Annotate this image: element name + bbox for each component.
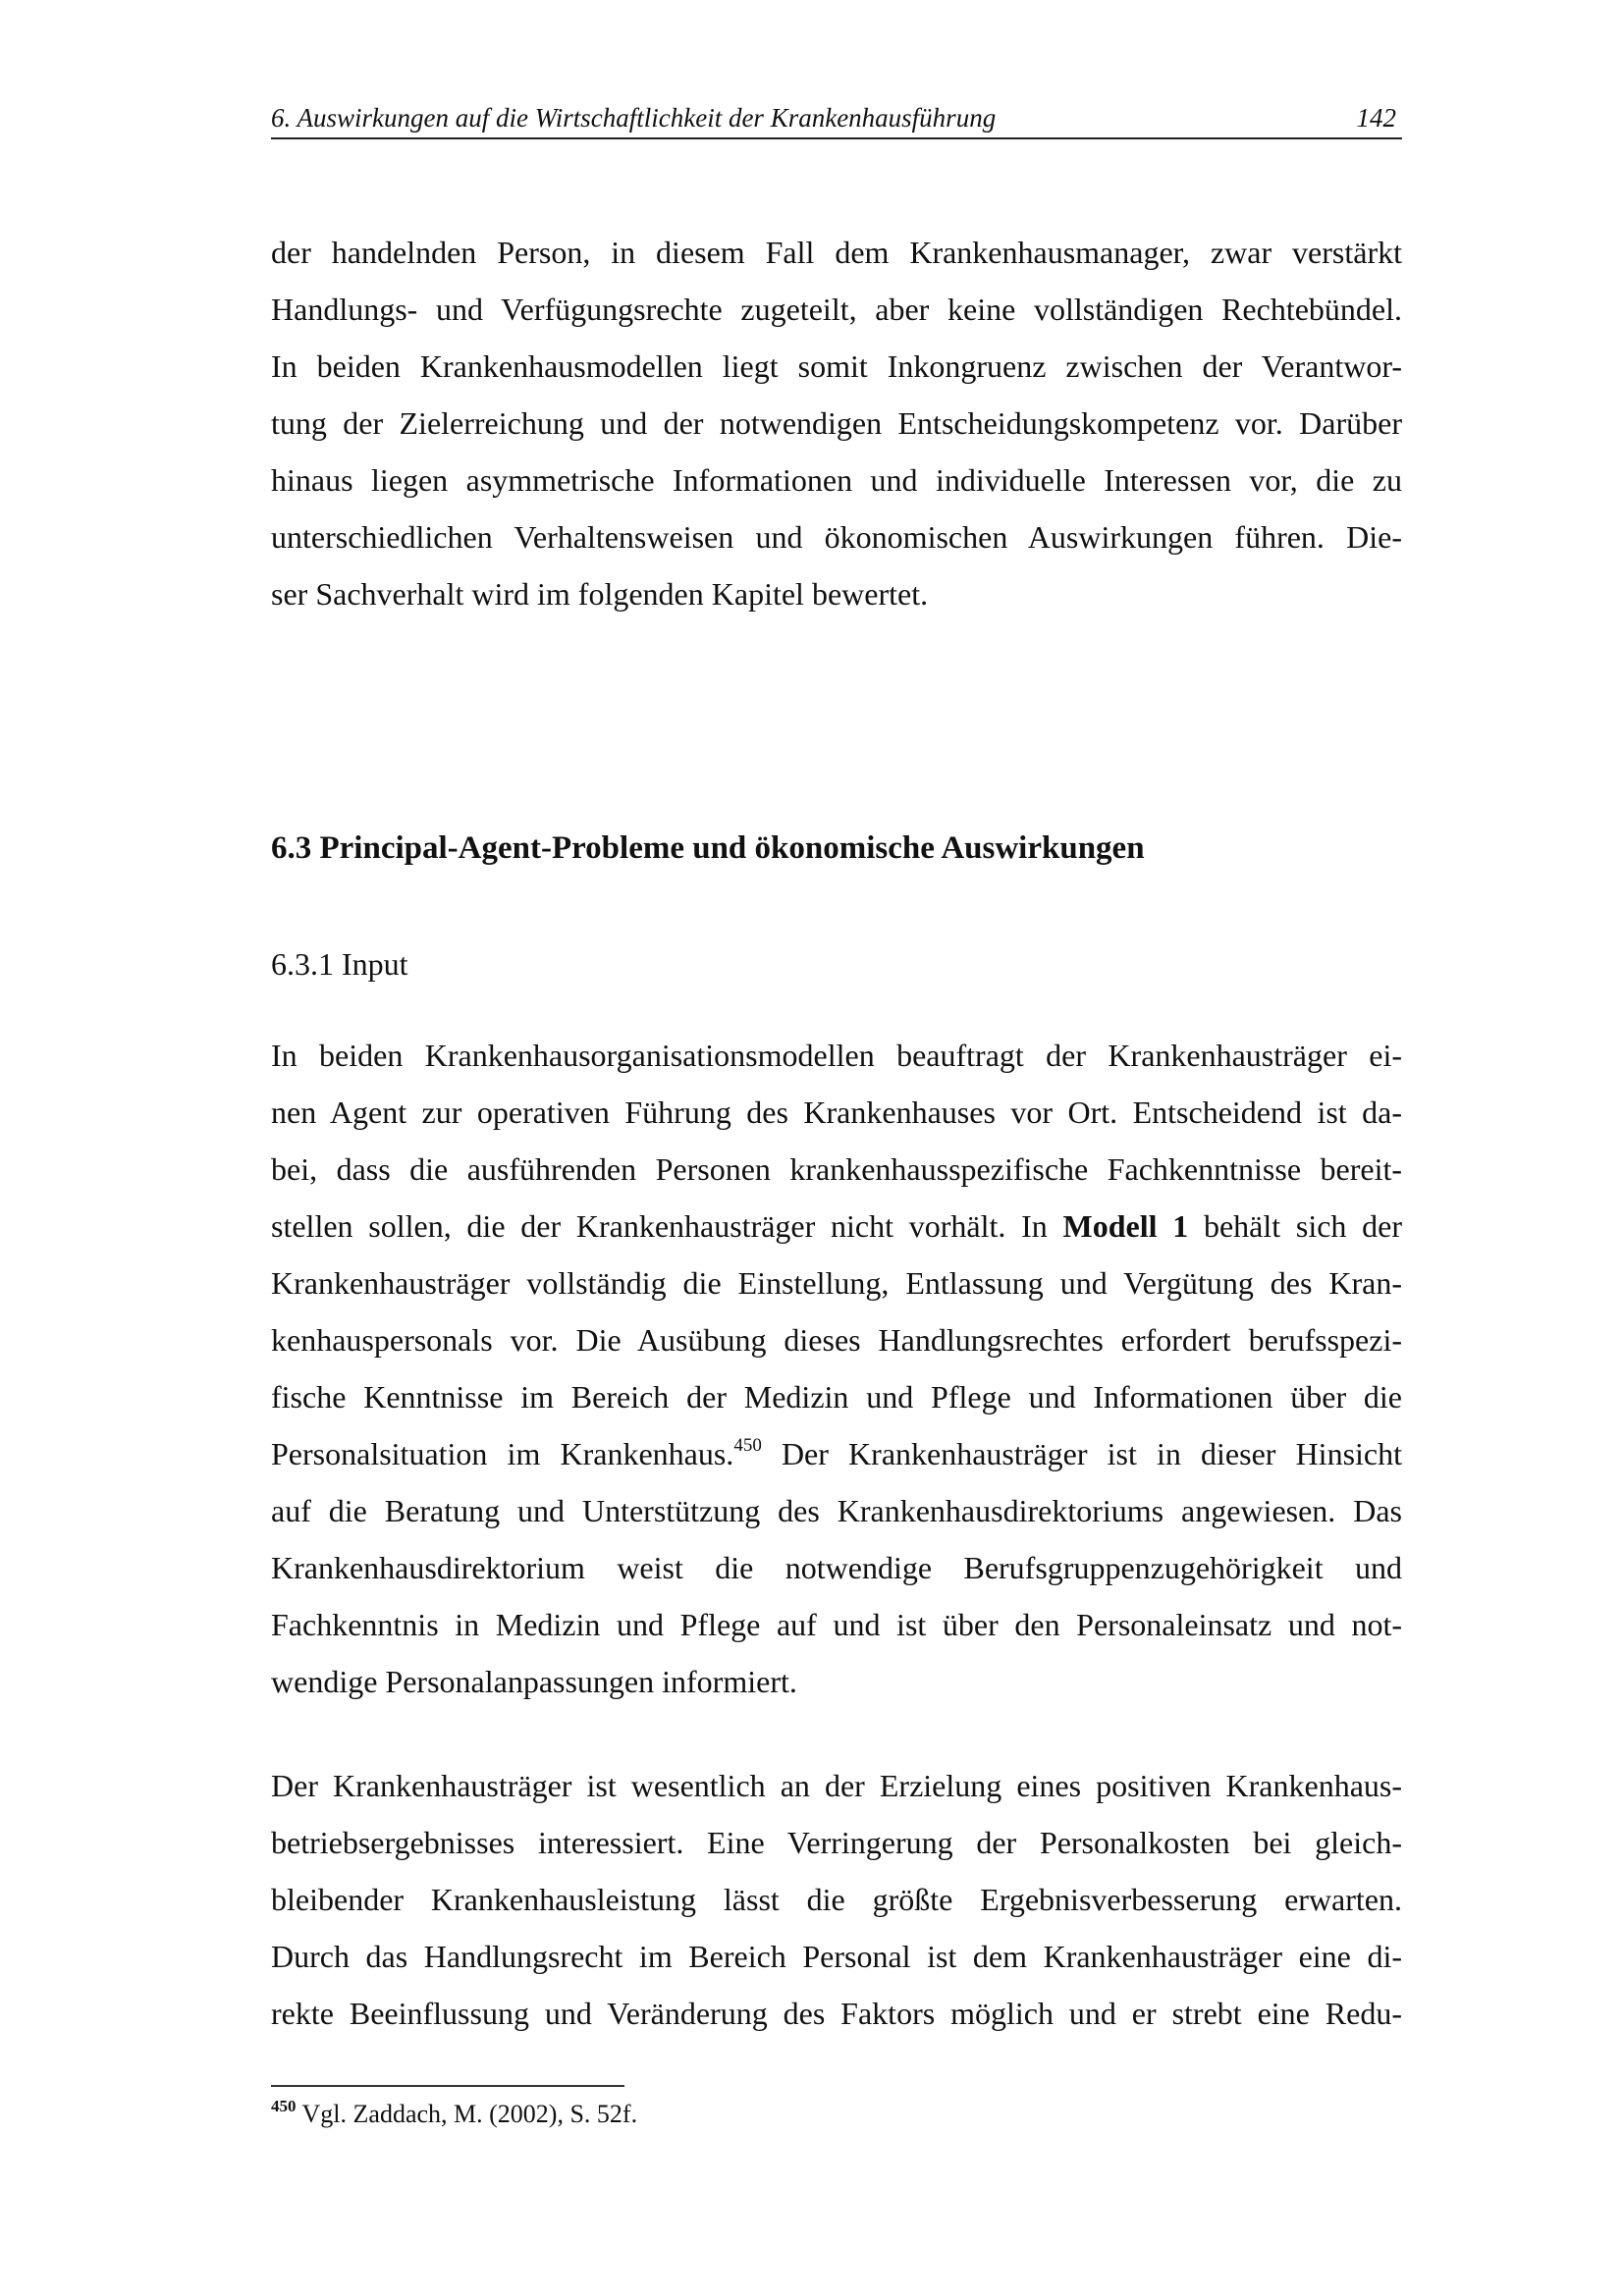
footnote-separator bbox=[271, 2085, 624, 2087]
text-line: hinaus liegen asymmetrische Informationen und individuelle Interessen vor, die zu bbox=[271, 462, 1402, 498]
text-line: Fachkenntnis in Medizin und Pflege auf und ist über den Personaleinsatz und not- bbox=[271, 1607, 1402, 1642]
header-chapter-title: 6. Auswirkungen auf die Wirtschaftlichkeit der Krankenhausführung bbox=[271, 103, 997, 133]
text-line: Handlungs- und Verfügungsrechte zugeteilt, aber keine vollständigen Rechtebündel. bbox=[271, 292, 1402, 327]
text-segment: Der Krankenhausträger ist in dieser Hinsicht bbox=[761, 1436, 1403, 1471]
text-line: der handelnden Person, in diesem Fall dem Krankenhausmanager, zwar verstärkt bbox=[271, 235, 1402, 270]
text-line: tung der Zielerreichung und der notwendigen Entscheidungskompetenz vor. Darüber bbox=[271, 405, 1402, 441]
running-header bbox=[271, 98, 1402, 139]
subsection-heading: 6.3.1 Input bbox=[271, 946, 408, 982]
footnote-number: 450 bbox=[271, 2097, 297, 2115]
text-line: nen Agent zur operativen Führung des Krankenhauses vor Ort. Entscheidend ist da- bbox=[271, 1095, 1402, 1130]
text-line: betriebsergebnisses interessiert. Eine Verringerung der Personalkosten bei gleich- bbox=[271, 1825, 1402, 1860]
text-line: Der Krankenhausträger ist wesentlich an der Erzielung eines positiven Krankenhaus- bbox=[271, 1768, 1402, 1803]
text-line: ser Sachverhalt wird im folgenden Kapitel bewertet. bbox=[271, 576, 929, 612]
text-line: Krankenhausdirektorium weist die notwendige Berufsgruppenzugehörigkeit und bbox=[271, 1550, 1402, 1585]
text-segment: Personalsituation im Krankenhaus. bbox=[271, 1436, 734, 1471]
footnote-reference[interactable]: 450 bbox=[733, 1435, 762, 1456]
text-segment: behält sich der bbox=[1188, 1208, 1403, 1244]
text-line: rekte Beeinflussung und Veränderung des Faktors möglich und er strebt eine Redu- bbox=[271, 1996, 1402, 2031]
text-line: unterschiedlichen Verhaltensweisen und ökonomischen Auswirkungen führen. Die- bbox=[271, 519, 1402, 555]
header-page-number: 142 bbox=[1356, 103, 1396, 133]
text-line: fische Kenntnisse im Bereich der Medizin und Pflege und Informationen über die bbox=[271, 1379, 1402, 1415]
text-line: Krankenhausträger vollständig die Einstellung, Entlassung und Vergütung des Kran- bbox=[271, 1265, 1402, 1301]
footnote-text: Vgl. Zaddach, M. (2002), S. 52f. bbox=[296, 2100, 638, 2128]
text-line: auf die Beratung und Unterstützung des Krankenhausdirektoriums angewiesen. Das bbox=[271, 1493, 1402, 1528]
text-segment: stellen sollen, die der Krankenhausträger nicht vorhält. In bbox=[271, 1208, 1063, 1244]
text-line bbox=[271, 1425, 1402, 1482]
text-line: kenhauspersonals vor. Die Ausübung dieses Handlungsrechtes erfordert berufsspezi- bbox=[271, 1322, 1402, 1358]
text-line: bleibender Krankenhausleistung lässt die größte Ergebnisverbesserung erwarten. bbox=[271, 1882, 1402, 1917]
text-line: bei, dass die ausführenden Personen krankenhausspezifische Fachkenntnisse bereit- bbox=[271, 1151, 1402, 1187]
section-heading: 6.3 Principal-Agent-Probleme und ökonomische Auswirkungen bbox=[271, 830, 1145, 866]
text-line: wendige Personalanpassungen informiert. bbox=[271, 1664, 797, 1699]
paragraph-1 bbox=[271, 224, 1402, 622]
footnote bbox=[271, 2097, 637, 2132]
text-line: In beiden Krankenhausorganisationsmodellen beauftragt der Krankenhausträger ei- bbox=[271, 1038, 1402, 1073]
text-line: Durch das Handlungsrecht im Bereich Personal ist dem Krankenhausträger eine di- bbox=[271, 1939, 1402, 1974]
text-line: In beiden Krankenhausmodellen liegt somit Inkongruenz zwischen der Verantwor- bbox=[271, 348, 1402, 384]
text-line bbox=[271, 1198, 1402, 1255]
model-emphasis: Modell 1 bbox=[1062, 1208, 1189, 1244]
paragraph-3 bbox=[271, 1757, 1402, 2042]
paragraph-2 bbox=[271, 1027, 1402, 1710]
